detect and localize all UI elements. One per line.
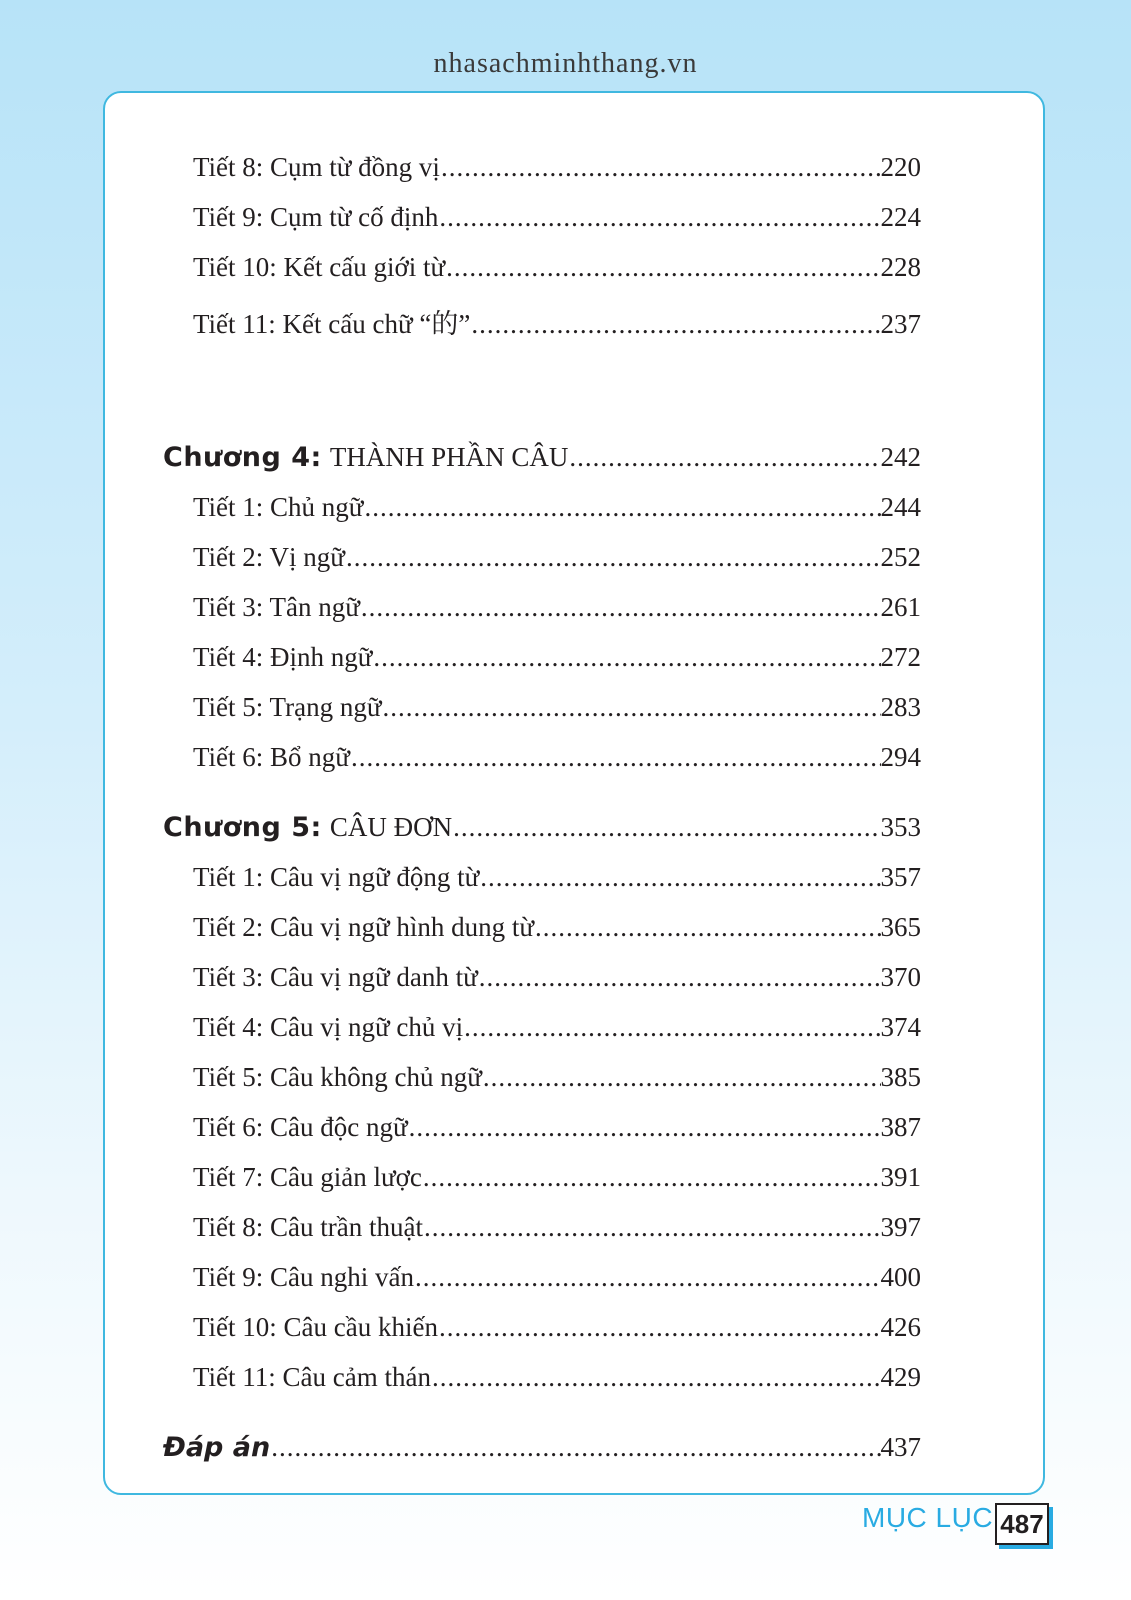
toc-entry[interactable] xyxy=(163,1012,921,1052)
toc-entry-label: Tiết 2: Câu vị ngữ hình dung từ xyxy=(193,912,535,942)
toc-entry-page: 283 xyxy=(880,692,921,722)
toc-entry[interactable] xyxy=(163,1312,921,1352)
site-header: nhasachminhthang.vn xyxy=(433,48,698,79)
toc-entry-label: Tiết 9: Câu nghi vấn xyxy=(193,1262,415,1292)
toc-entry-page: 261 xyxy=(880,592,921,622)
toc-entry-label: Tiết 10: Kết cấu giới từ xyxy=(193,252,446,282)
dot-leader xyxy=(408,1112,881,1143)
chapter-title: CÂU ĐƠN xyxy=(329,812,453,842)
dot-leader xyxy=(440,152,881,183)
toc-entry-page: 426 xyxy=(880,1312,921,1342)
toc-entry-page: 272 xyxy=(880,642,921,672)
toc-entry-page: 237 xyxy=(880,309,921,339)
dot-leader xyxy=(568,442,880,473)
toc-entry-label: Tiết 2: Vị ngữ xyxy=(193,542,345,572)
dot-leader xyxy=(423,1212,881,1243)
toc-entry-label: Tiết 10: Câu cầu khiến xyxy=(193,1312,438,1342)
toc-entry-page: 365 xyxy=(880,912,921,942)
toc-entry-label: Tiết 4: Định ngữ xyxy=(193,642,373,672)
toc-entry[interactable] xyxy=(163,202,921,242)
toc-entry-page: 370 xyxy=(880,962,921,992)
chapter-title: THÀNH PHẦN CÂU xyxy=(329,442,569,472)
toc-entry[interactable] xyxy=(163,1162,921,1202)
toc-entry-label: Tiết 8: Câu trần thuật xyxy=(193,1212,423,1242)
dot-leader xyxy=(478,962,881,993)
toc-entry-page: 357 xyxy=(880,862,921,892)
toc-entry[interactable] xyxy=(163,1262,921,1302)
dot-leader xyxy=(479,862,880,893)
dot-leader xyxy=(360,592,881,623)
chapter-prefix: Chương 5: xyxy=(163,812,322,843)
toc-chapter-4[interactable] xyxy=(163,442,921,482)
toc-entry[interactable] xyxy=(163,912,921,952)
chapter-heading xyxy=(163,442,568,473)
answers-label: Đáp án xyxy=(163,1432,271,1463)
toc-entry-page: 391 xyxy=(880,1162,921,1192)
toc-entry[interactable] xyxy=(163,302,921,342)
toc-entry-label: Tiết 9: Cụm từ cố định xyxy=(193,202,439,232)
dot-leader xyxy=(470,309,880,340)
dot-leader xyxy=(445,252,880,283)
toc-entry-label: Tiết 6: Câu độc ngữ xyxy=(193,1112,408,1142)
toc-entry[interactable] xyxy=(163,1212,921,1252)
toc-entry-label: Tiết 11: Câu cảm thán xyxy=(193,1362,431,1392)
toc-answers[interactable] xyxy=(163,1432,921,1472)
toc-entry-page: 294 xyxy=(880,742,921,772)
toc-entry-page: 224 xyxy=(880,202,921,232)
toc-chapter-5[interactable] xyxy=(163,812,921,852)
dot-leader xyxy=(381,692,880,723)
dot-leader xyxy=(345,542,881,573)
toc-entry-page: 397 xyxy=(880,1212,921,1242)
toc-entry-label: Tiết 7: Câu giản lược xyxy=(193,1162,422,1192)
toc-entry-label: Tiết 3: Tân ngữ xyxy=(193,592,360,622)
toc-entry-page: 242 xyxy=(880,442,921,472)
toc-entry-page: 400 xyxy=(880,1262,921,1292)
toc-entry-label: Tiết 8: Cụm từ đồng vị xyxy=(193,152,440,182)
chapter-prefix: Chương 4: xyxy=(163,442,322,473)
toc-entry-page: 385 xyxy=(880,1062,921,1092)
dot-leader xyxy=(350,742,881,773)
toc-entry[interactable] xyxy=(163,542,921,582)
dot-leader xyxy=(372,642,880,673)
toc-entry[interactable] xyxy=(163,152,921,192)
dot-leader xyxy=(363,492,880,523)
toc-entry-page: 244 xyxy=(880,492,921,522)
toc-entry-page: 353 xyxy=(880,812,921,842)
dot-leader xyxy=(534,912,880,943)
dot-leader xyxy=(431,1362,881,1393)
toc-entry[interactable] xyxy=(163,1112,921,1152)
toc-entry-label: Tiết 4: Câu vị ngữ chủ vị xyxy=(193,1012,464,1042)
toc-entry[interactable] xyxy=(163,642,921,682)
toc-entry-label: Tiết 11: Kết cấu chữ “的” xyxy=(193,309,471,339)
toc-entry[interactable] xyxy=(163,1362,921,1402)
toc-entry-page: 429 xyxy=(880,1362,921,1392)
dot-leader xyxy=(463,1012,880,1043)
toc-entry-page: 220 xyxy=(880,152,921,182)
toc-entry-page: 252 xyxy=(880,542,921,572)
dot-leader xyxy=(422,1162,881,1193)
dot-leader xyxy=(270,1432,880,1463)
toc-entry-label: Tiết 1: Câu vị ngữ động từ xyxy=(193,862,480,892)
toc-entry[interactable] xyxy=(163,692,921,732)
toc-entry-page: 228 xyxy=(880,252,921,282)
toc-entry[interactable] xyxy=(163,252,921,292)
toc-entry-label: Tiết 1: Chủ ngữ xyxy=(193,492,364,522)
toc-entry[interactable] xyxy=(163,592,921,632)
toc-entry-label: Tiết 6: Bổ ngữ xyxy=(193,742,350,772)
dot-leader xyxy=(438,1312,881,1343)
toc-entry[interactable] xyxy=(163,862,921,902)
toc-entry[interactable] xyxy=(163,1062,921,1102)
toc-entry-label: Tiết 5: Câu không chủ ngữ xyxy=(193,1062,482,1092)
footer-section-title: MỤC LỤC xyxy=(862,1502,994,1533)
dot-leader xyxy=(414,1262,880,1293)
page-number-badge: 487 xyxy=(995,1503,1049,1545)
dot-leader xyxy=(438,202,880,233)
dot-leader xyxy=(452,812,880,843)
toc-entry[interactable] xyxy=(163,492,921,532)
toc-entry-page: 387 xyxy=(880,1112,921,1142)
toc-entry[interactable] xyxy=(163,742,921,782)
toc-entry-page: 437 xyxy=(880,1432,921,1462)
toc-entry-page: 374 xyxy=(880,1012,921,1042)
toc-entry[interactable] xyxy=(163,962,921,1002)
toc-entry-label: Tiết 5: Trạng ngữ xyxy=(193,692,382,722)
dot-leader xyxy=(482,1062,881,1093)
toc-entry-label: Tiết 3: Câu vị ngữ danh từ xyxy=(193,962,478,992)
chapter-heading xyxy=(163,812,452,843)
